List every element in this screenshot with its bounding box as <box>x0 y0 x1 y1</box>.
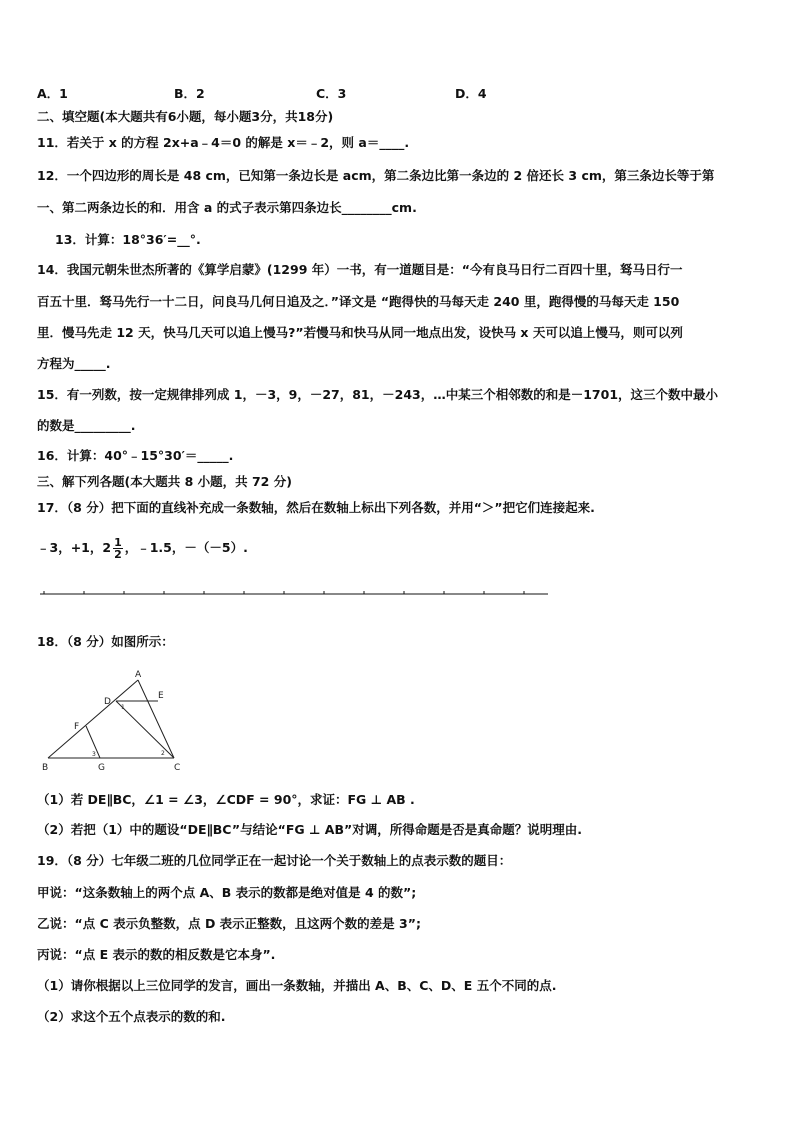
question-16: 16．计算：40°﹣15°30′＝_____. <box>37 448 234 463</box>
question-18: 18．（8 分）如图所示： <box>37 634 174 649</box>
question-19-part1: （1）请你根据以上三位同学的发言，画出一条数轴，并描出 A、B、C、D、E 五个不同的点. <box>37 978 557 993</box>
question-17-numbers <box>37 537 248 560</box>
question-19-yi: 乙说：“点 C 表示负整数，点 D 表示正整数，且这两个数的差是 3”; <box>37 916 421 931</box>
label-g: G <box>98 763 105 773</box>
geometry-figure <box>40 666 190 776</box>
question-15-line1: 15．有一列数，按一定规律排列成 1，－3，9，－27，81，－243，…中某三个相邻数的和是－1701，这三个数中最小 <box>37 387 719 402</box>
question-14-line4: 方程为_____. <box>37 356 111 371</box>
question-19-jia: 甲说：“这条数轴上的两个点 A、B 表示的数都是绝对值是 4 的数”; <box>37 885 417 900</box>
label-b: B <box>42 763 49 773</box>
choice-c: C．3 <box>316 86 347 101</box>
label-e: E <box>158 691 164 701</box>
fraction-numerator: 1 <box>114 536 122 549</box>
label-c: C <box>174 763 181 773</box>
choice-a: A．1 <box>37 86 68 101</box>
question-19-bing: 丙说：“点 E 表示的数的相反数是它本身”. <box>37 947 276 962</box>
question-19-part2: （2）求这个五个点表示的数的和. <box>37 1009 226 1024</box>
question-14-line3: 里．慢马先走 12 天，快马几天可以追上慢马?”若慢马和快马从同一地点出发，设快马 x 天可以追上慢马，则可以列 <box>37 325 683 340</box>
question-19: 19．（8 分）七年级二班的几位同学正在一起讨论一个关于数轴上的点表示数的题目： <box>37 853 512 868</box>
question-14-line2: 百五十里．驽马先行一十二日，问良马几何日追及之．”译文是 “跑得快的马每天走 240 里，跑得慢的马每天走 150 <box>37 294 680 309</box>
number-line <box>40 584 552 598</box>
label-a: A <box>135 670 142 680</box>
segment-ab <box>48 680 138 758</box>
section-3-heading: 三、解下列各题(本大题共 8 小题，共 72 分) <box>37 474 292 489</box>
question-12-line2: 一、第二两条边长的和．用含 a 的式子表示第四条边长________cm. <box>37 200 417 215</box>
choice-d: D．4 <box>455 86 487 101</box>
question-13: 13．计算：18°36′=__°. <box>55 232 201 247</box>
question-15-line2: 的数是_________. <box>37 418 136 433</box>
angle-2-label: 2 <box>161 750 165 757</box>
label-f: F <box>74 722 80 732</box>
numbers-part-a: ﹣3，+1，2 <box>37 540 112 555</box>
question-18-part2: （2）若把（1）中的题设“DE∥BC”与结论“FG ⊥ AB”对调，所得命题是否是真命题？说明理由. <box>37 822 582 837</box>
question-14-line1: 14．我国元朝朱世杰所著的《算学启蒙》(1299 年）一书，有一道题目是：“今有良马日行二百四十里，驽马日行一 <box>37 262 683 277</box>
numbers-part-b: ，﹣1.5，－（－5）. <box>124 540 248 555</box>
choice-b: B．2 <box>174 86 205 101</box>
question-18-part1: （1）若 DE∥BC，∠1 = ∠3，∠CDF = 90°，求证：FG ⊥ AB . <box>37 792 415 807</box>
label-d: D <box>104 697 111 707</box>
angle-3-label: 3 <box>92 751 96 758</box>
question-11: 11．若关于 x 的方程 2x+a﹣4＝0 的解是 x＝﹣2，则 a＝____. <box>37 135 410 150</box>
segment-ac <box>138 680 174 758</box>
angle-1-label: 1 <box>121 704 125 711</box>
fraction-denominator: 2 <box>114 548 122 561</box>
question-12-line1: 12．一个四边形的周长是 48 cm，已知第一条边长是 acm，第二条边比第一条边的 2 倍还长 3 cm，第三条边长等于第 <box>37 168 715 183</box>
fraction-one-half <box>113 537 123 560</box>
question-17: 17．（8 分）把下面的直线补充成一条数轴，然后在数轴上标出下列各数，并用“＞”把它们连接起来. <box>37 500 595 515</box>
section-2-heading: 二、填空题(本大题共有6小题，每小题3分，共18分) <box>37 109 334 124</box>
